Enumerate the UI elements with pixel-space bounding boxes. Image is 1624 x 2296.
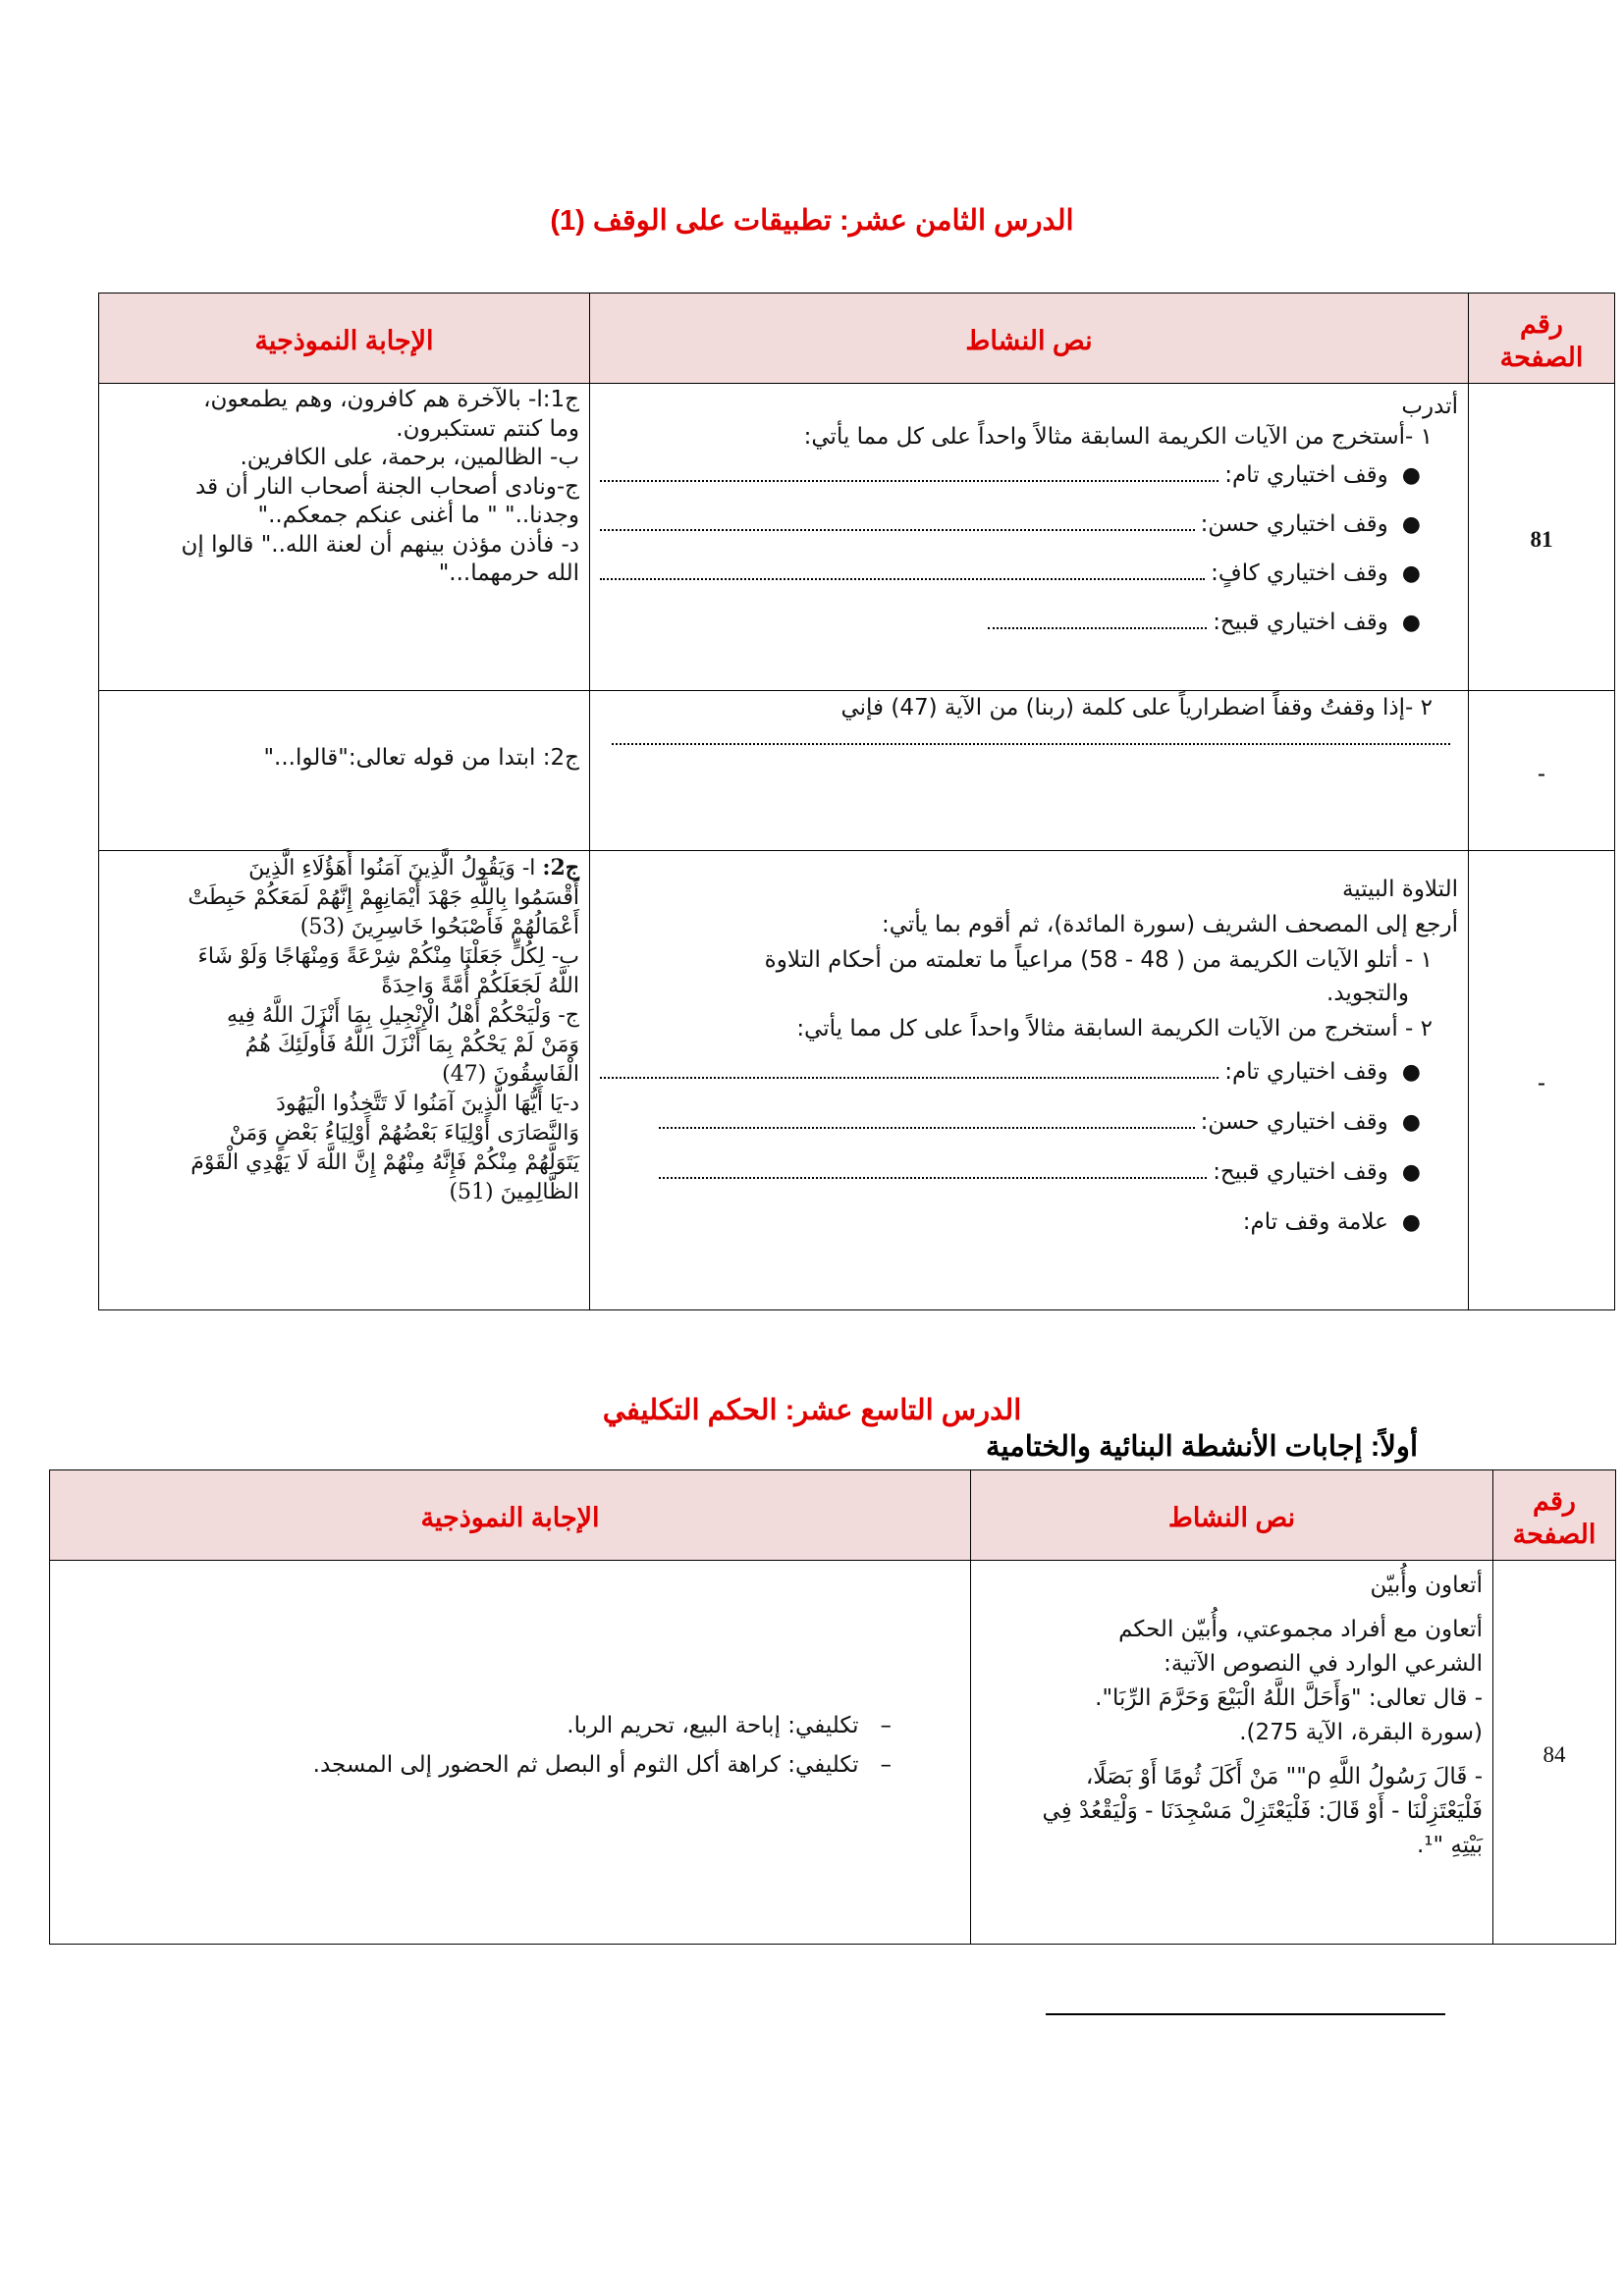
activity-cell — [590, 384, 1469, 691]
header-page-number: رقم الصفحة — [1469, 294, 1615, 384]
answer-line: الظَّالِمِينَ (51) — [449, 1180, 579, 1204]
activity-question: ١ -أستخرج من الآيات الكريمة السابقة مثالاً واحداً على كل مما يأتي: — [803, 424, 1433, 450]
activity-heading: التلاوة البيتية — [1341, 877, 1458, 902]
answer-item: – تكليفي: كراهة أكل الثوم أو البصل ثم الحضور إلى المسجد. — [312, 1752, 892, 1778]
answer-cell — [99, 384, 590, 691]
bullet-item: ● وقف اختياري قبيح: — [988, 608, 1421, 638]
answer-line: وَالنَّصَارَى أَوْلِيَاءَ بَعْضُهُمْ أَوْلِيَاءُ بَعْضٍ وَمَنْ — [229, 1121, 579, 1146]
bullet-item: ● وقف اختياري حسن: — [659, 1107, 1421, 1138]
answer-line: ج2: ابتدا من قوله تعالى:"قالوا..." — [263, 744, 579, 771]
lesson18-title: الدرس الثامن عشر: تطبيقات على الوقف (1) — [550, 205, 1074, 237]
answer-line: د-يَا أَيُّهَا الَّذِينَ آمَنُوا لَا تَتَّخِذُوا الْيَهُودَ — [276, 1092, 579, 1116]
page-number-cell: - — [1469, 851, 1615, 1310]
answer-cell — [99, 691, 590, 851]
bullet-item: ● وقف اختياري حسن: — [600, 509, 1421, 540]
activity-heading: أتدرب — [1401, 394, 1458, 419]
page-number-cell: 84 — [1493, 1561, 1616, 1945]
activity-line: أتعاون مع أفراد مجموعتي، وأُبيّن الحكم — [1118, 1617, 1483, 1642]
activity-item-cont: والتجويد. — [1326, 981, 1409, 1006]
answer-line: ج- وَلْيَحْكُمْ أَهْلُ الْإِنْجِيلِ بِمَا أَنْزَلَ اللَّهُ فِيهِ — [227, 1003, 579, 1028]
activity-line: أتعاون وأُبيّن — [1370, 1573, 1483, 1598]
answer-line: ب- الظالمين، برحمة، على الكافرين. — [240, 445, 579, 470]
answer-line: الله حرمهما..." — [438, 561, 579, 586]
activity-item: ٢ - أستخرج من الآيات الكريمة السابقة مثالاً واحداً على كل مما يأتي: — [796, 1016, 1433, 1041]
answer-cell — [99, 851, 590, 1310]
lesson18-table — [98, 293, 1615, 1310]
answer-cell — [50, 1561, 971, 1945]
lesson19-table — [49, 1469, 1616, 1945]
answer-line: الْفَاسِقُونَ (47) — [442, 1062, 579, 1087]
header-model-answer: الإجابة النموذجية — [50, 1470, 971, 1561]
answer-line: يَتَوَلَّهُمْ مِنْكُمْ فَإِنَّهُ مِنْهُمْ إِنَّ اللَّهَ لَا يَهْدِي الْقَوْمَ — [190, 1150, 579, 1175]
bullet-item: ● وقف اختياري تام: — [600, 1057, 1421, 1088]
answer-line: أَقْسَمُوا بِاللَّهِ جَهْدَ أَيْمَانِهِمْ إِنَّهُمْ لَمَعَكُمْ حَبِطَتْ — [188, 885, 579, 910]
bullet-item: ● وقف اختياري تام: — [600, 460, 1421, 491]
footnote-separator — [1046, 2013, 1445, 2015]
header-model-answer: الإجابة النموذجية — [99, 294, 590, 384]
answer-line: ج1:ا- بالآخرة هم كافرون، وهم يطمعون، — [203, 387, 579, 412]
answer-line: د- فأذن مؤذن بينهم أن لعنة الله.." قالوا إن — [181, 531, 579, 558]
activity-line: (سورة البقرة، الآية 275). — [1239, 1720, 1483, 1745]
bullet-item: ● علامة وقف تام: — [1242, 1209, 1421, 1235]
activity-item: ١ - أتلو الآيات الكريمة من ( 48 - 58) مراعياً ما تعلمته من أحكام التلاوة — [764, 947, 1433, 973]
activity-line: بَيْتِهِ "¹. — [1416, 1833, 1483, 1858]
activity-question: ٢ -إذا وقفتُ وقفاً اضطرارياً على كلمة (ربنا) من الآية (47) فإني — [840, 695, 1433, 721]
table-row — [99, 384, 1615, 691]
header-activity-text: نص النشاط — [971, 1470, 1493, 1561]
bullet-item: ● وقف اختياري كافٍ: — [600, 559, 1421, 589]
activity-cell — [590, 851, 1469, 1310]
answer-line: وَمَنْ لَمْ يَحْكُمْ بِمَا أَنْزَلَ اللَّهُ فَأُولَئِكَ هُمُ — [244, 1033, 579, 1057]
activity-cell — [590, 691, 1469, 851]
lesson19-subtitle: أولاً: إجابات الأنشطة البنائية والختامية — [985, 1431, 1418, 1463]
activity-intro: أرجع إلى المصحف الشريف (سورة المائدة)، ثم أقوم بما يأتي: — [882, 912, 1458, 937]
header-page-number: رقم الصفحة — [1493, 1470, 1616, 1561]
answer-line: ج-ونادى أصحاب الجنة أصحاب النار أن قد — [195, 473, 579, 500]
answer-line: أَعْمَالُهُمْ فَأَصْبَحُوا خَاسِرِينَ (53) — [299, 915, 579, 939]
answer-line: اللَّهُ لَجَعَلَكُمْ أُمَّةً وَاحِدَةً — [381, 974, 579, 998]
answer-line: ج2: ا- وَيَقُولُ الَّذِينَ آمَنُوا أَهَؤُلَاءِ الَّذِينَ — [248, 855, 579, 881]
page-number-cell: - — [1469, 691, 1615, 851]
bullet-item: ● وقف اختياري قبيح: — [659, 1157, 1421, 1188]
answer-line: وما كنتم تستكبرون. — [396, 415, 579, 442]
activity-line: فَلْيَعْتَزِلْنَا - أَوْ قَالَ: فَلْيَعْتَزِلْ مَسْجِدَنَا - وَلْيَقْعُدْ فِي — [1042, 1798, 1483, 1824]
table-row — [50, 1561, 1616, 1945]
table-row — [99, 691, 1615, 851]
activity-line: - قَالَ رَسُولُ اللَّهِ ρ"" مَنْ أَكَلَ ثُومًا أَوْ بَصَلًا، — [1085, 1764, 1483, 1789]
header-activity-text: نص النشاط — [590, 294, 1469, 384]
answer-item: – تكليفي: إباحة البيع، تحريم الربا. — [567, 1713, 892, 1738]
lesson19-title: الدرس التاسع عشر: الحكم التكليفي — [602, 1395, 1022, 1426]
answer-line: ب- لِكُلٍّ جَعَلْنَا مِنْكُمْ شِرْعَةً وَمِنْهَاجًا وَلَوْ شَاءَ — [197, 944, 579, 969]
activity-cell — [971, 1561, 1493, 1945]
table-row — [99, 851, 1615, 1310]
activity-line: - قال تعالى: "وَأَحَلَّ اللَّهُ الْبَيْعَ وَحَرَّمَ الرِّبَا". — [1095, 1685, 1483, 1711]
activity-line: الشرعي الوارد في النصوص الآتية: — [1164, 1651, 1483, 1677]
dotted-answer-line — [612, 729, 1450, 745]
answer-line: وجدنا.." " ما أغنى عنكم جمعكم.." — [257, 503, 579, 528]
page-number-cell: 81 — [1469, 384, 1615, 691]
